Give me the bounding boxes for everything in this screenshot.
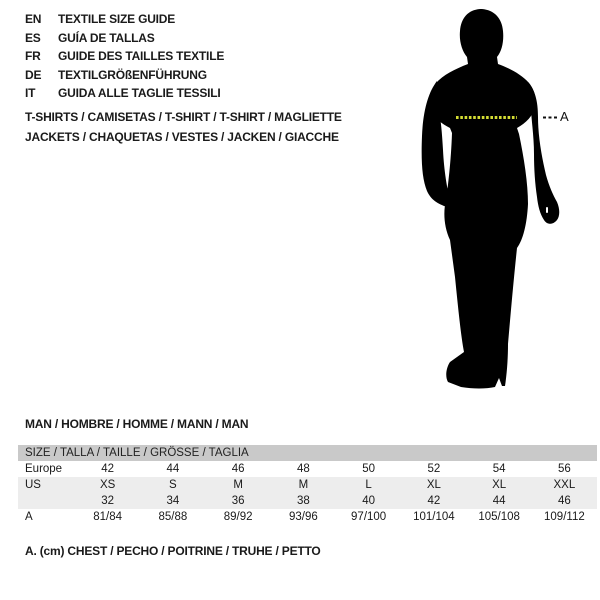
size-cell: XL bbox=[492, 479, 507, 491]
size-table bbox=[18, 445, 597, 525]
measurement-footnote: A. (cm) CHEST / PECHO / POITRINE / TRUHE / PETTO bbox=[25, 544, 321, 558]
size-cell: XS bbox=[99, 479, 116, 491]
size-cell: 36 bbox=[231, 495, 245, 507]
language-title: GUIDA ALLE TAGLIE TESSILI bbox=[58, 86, 221, 100]
silhouette-right-arm bbox=[528, 82, 559, 224]
size-cell: L bbox=[365, 479, 372, 491]
row-label: Europe bbox=[25, 463, 63, 475]
measure-label-a: A bbox=[560, 109, 569, 124]
size-cell: 52 bbox=[427, 463, 441, 475]
size-cell: 109/112 bbox=[544, 511, 585, 523]
category-line-jackets: JACKETS / CHAQUETAS / VESTES / JACKEN / GIACCHE bbox=[25, 130, 339, 144]
size-cell: M bbox=[298, 479, 309, 491]
row-label bbox=[18, 493, 75, 509]
fist-highlight bbox=[546, 207, 548, 213]
language-title: GUIDE DES TAILLES TEXTILE bbox=[58, 49, 225, 63]
size-cell: 85/88 bbox=[158, 511, 188, 523]
size-cell: 46 bbox=[231, 463, 245, 475]
language-code: IT bbox=[25, 86, 36, 100]
language-code: EN bbox=[25, 12, 42, 26]
table-row-europe bbox=[18, 461, 597, 477]
size-cell: 42 bbox=[101, 463, 115, 475]
size-table-header: SIZE / TALLA / TAILLE / GRÖSSE / TAGLIA bbox=[18, 445, 597, 461]
language-title: GUÍA DE TALLAS bbox=[58, 30, 155, 45]
size-cell: 89/92 bbox=[223, 511, 253, 523]
size-cell: 44 bbox=[166, 463, 180, 475]
language-code: ES bbox=[25, 30, 41, 45]
size-cell: XL bbox=[426, 479, 441, 491]
size-cell: M bbox=[233, 479, 243, 491]
size-cell: 54 bbox=[492, 463, 506, 475]
table-row-us-letter bbox=[18, 477, 597, 493]
size-cell: 101/104 bbox=[413, 511, 455, 523]
size-cell: S bbox=[169, 479, 177, 491]
row-label: US bbox=[25, 479, 41, 491]
size-cell: 46 bbox=[557, 495, 571, 507]
section-title-man: MAN / HOMBRE / HOMME / MANN / MAN bbox=[25, 417, 249, 431]
size-cell: 48 bbox=[296, 463, 310, 475]
size-cell: 38 bbox=[296, 495, 310, 507]
table-row-us-numeric bbox=[18, 493, 597, 509]
size-cell: 81/84 bbox=[93, 511, 123, 523]
size-cell: 34 bbox=[166, 495, 180, 507]
size-cell: 44 bbox=[492, 495, 506, 507]
size-cell: 42 bbox=[427, 495, 441, 507]
size-cell: 50 bbox=[362, 463, 376, 475]
size-cell: XXL bbox=[553, 479, 576, 491]
size-cell: 56 bbox=[557, 463, 571, 475]
size-cell: 97/100 bbox=[351, 511, 387, 523]
row-label: A bbox=[25, 511, 33, 523]
size-cell: 40 bbox=[362, 495, 376, 507]
size-cell: 93/96 bbox=[288, 511, 318, 523]
language-code: DE bbox=[25, 67, 42, 82]
size-cell: 32 bbox=[101, 495, 115, 507]
language-title: TEXTILE SIZE GUIDE bbox=[58, 12, 176, 26]
language-code: FR bbox=[25, 49, 41, 63]
language-title: TEXTILGRÖßENFÜHRUNG bbox=[58, 67, 207, 82]
category-line-tshirts: T-SHIRTS / CAMISETAS / T-SHIRT / T-SHIRT / MAGLIETTE bbox=[25, 110, 342, 124]
table-row-chest-cm bbox=[18, 509, 597, 525]
size-cell: 105/108 bbox=[478, 511, 520, 523]
